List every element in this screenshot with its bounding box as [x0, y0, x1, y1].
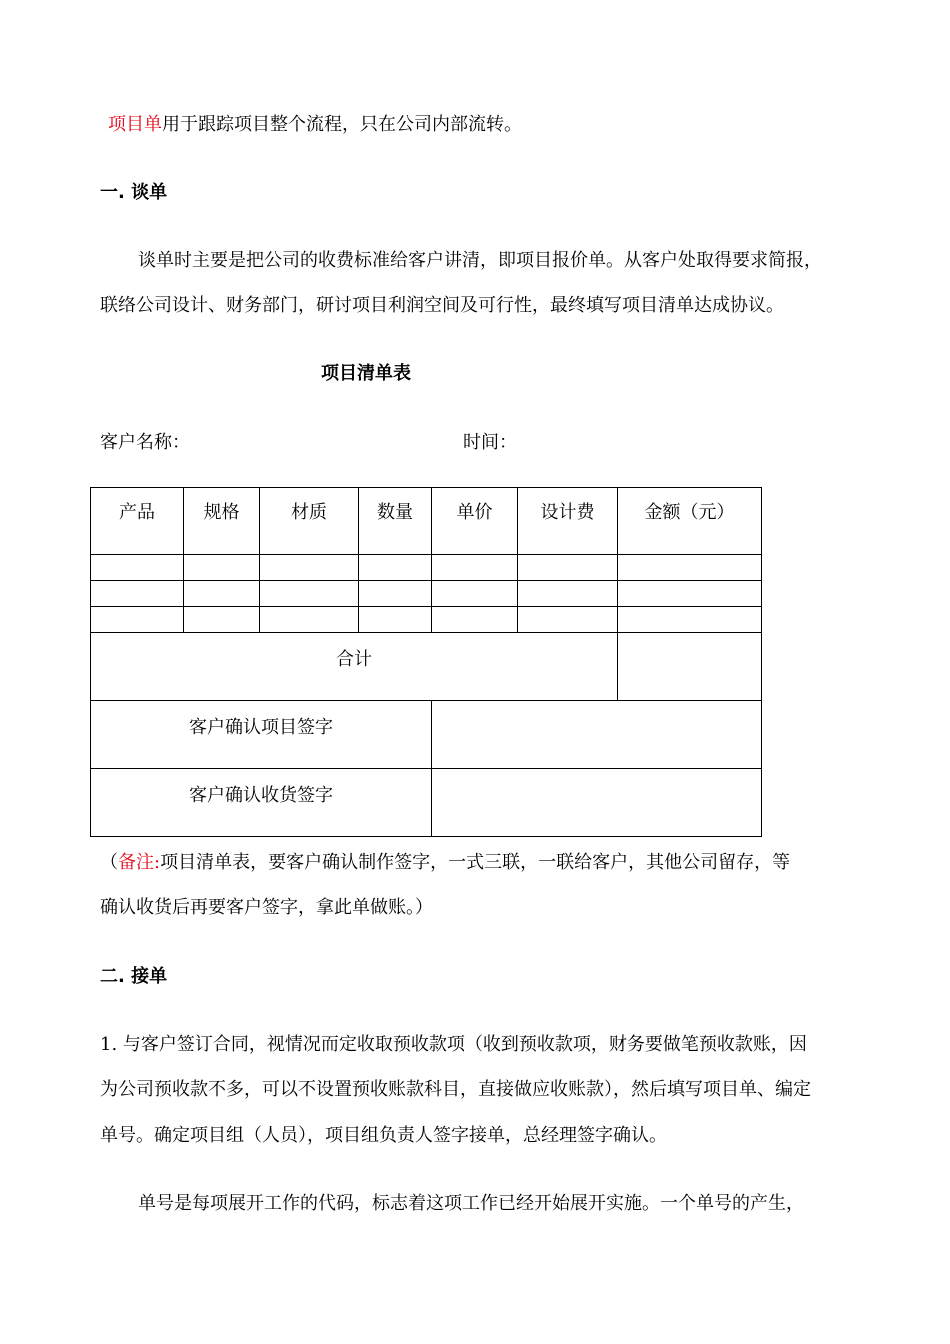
section2-heading: 二. 接单 [100, 966, 168, 987]
table-cell[interactable] [359, 555, 432, 581]
col-design-fee: 设计费 [518, 488, 618, 555]
table-row [91, 607, 762, 633]
section2-para-line1: 单号是每项展开工作的代码，标志着这项工作已经开始展开实施。一个单号的产生， [138, 1193, 804, 1214]
table-cell[interactable] [518, 555, 618, 581]
table-cell[interactable] [432, 555, 518, 581]
section1-heading: 一. 谈单 [100, 182, 168, 203]
col-product: 产品 [91, 488, 184, 555]
col-quantity: 数量 [359, 488, 432, 555]
table-header-row [91, 488, 762, 555]
table-cell[interactable] [91, 581, 184, 607]
table-cell[interactable] [618, 555, 762, 581]
intro-line [108, 113, 522, 137]
table-cell[interactable] [91, 555, 184, 581]
col-amount: 金额（元） [618, 488, 762, 555]
total-row [91, 633, 762, 701]
table-row [91, 581, 762, 607]
table-cell[interactable] [432, 581, 518, 607]
table-cell[interactable] [184, 607, 260, 633]
table-cell[interactable] [618, 581, 762, 607]
table-row [91, 555, 762, 581]
intro-highlight: 项目单 [108, 114, 162, 135]
col-spec: 规格 [184, 488, 260, 555]
confirm-project-label: 客户确认项目签字 [91, 701, 432, 769]
confirm-receipt-row [91, 769, 762, 837]
col-unit-price: 单价 [432, 488, 518, 555]
table-cell[interactable] [518, 581, 618, 607]
section2-item1-line2: 为公司预收款不多，可以不设置预收账款科目，直接做应收账款），然后填写项目单、编定 [100, 1079, 811, 1100]
table-cell[interactable] [618, 607, 762, 633]
table-cell[interactable] [184, 555, 260, 581]
note-text: 项目清单表，要客户确认制作签字，一式三联，一联给客户，其他公司留存，等 [160, 852, 791, 873]
table-cell[interactable] [359, 581, 432, 607]
table-cell[interactable] [432, 607, 518, 633]
note-line1 [100, 851, 790, 875]
table-cell[interactable] [359, 607, 432, 633]
table-cell[interactable] [91, 607, 184, 633]
time-label: 时间： [463, 432, 517, 453]
section1-para-line1: 谈单时主要是把公司的收费标准给客户讲清，即项目报价单。从客户处取得要求简报， [138, 250, 822, 271]
table-cell[interactable] [260, 607, 359, 633]
client-name-label: 客户名称： [100, 432, 190, 453]
table-cell[interactable] [260, 581, 359, 607]
section2-item1-line3: 单号。确定项目组（人员），项目组负责人签字接单，总经理签字确认。 [100, 1125, 667, 1146]
note-label: 备注: [118, 852, 161, 873]
confirm-receipt-label: 客户确认收货签字 [91, 769, 432, 837]
table-cell[interactable] [260, 555, 359, 581]
form-title: 项目清单表 [321, 363, 411, 384]
col-material: 材质 [260, 488, 359, 555]
confirm-project-signature[interactable] [432, 701, 762, 769]
table-cell[interactable] [184, 581, 260, 607]
note-line2: 确认收货后再要客户签字，拿此单做账。） [100, 897, 433, 918]
total-label: 合计 [91, 633, 618, 701]
section2-item1-line1: 1. 与客户签订合同，视情况而定收取预收款项（收到预收款项，财务要做笔预收款账，因 [100, 1034, 807, 1055]
confirm-project-row [91, 701, 762, 769]
table-cell[interactable] [518, 607, 618, 633]
section1-para-line2: 联络公司设计、财务部门，研讨项目利润空间及可行性，最终填写项目清单达成协议。 [100, 295, 784, 316]
total-value-cell[interactable] [618, 633, 762, 701]
intro-text: 用于跟踪项目整个流程，只在公司内部流转。 [162, 114, 522, 135]
project-list-table [90, 487, 762, 837]
note-open-paren: （ [100, 852, 118, 873]
confirm-receipt-signature[interactable] [432, 769, 762, 837]
